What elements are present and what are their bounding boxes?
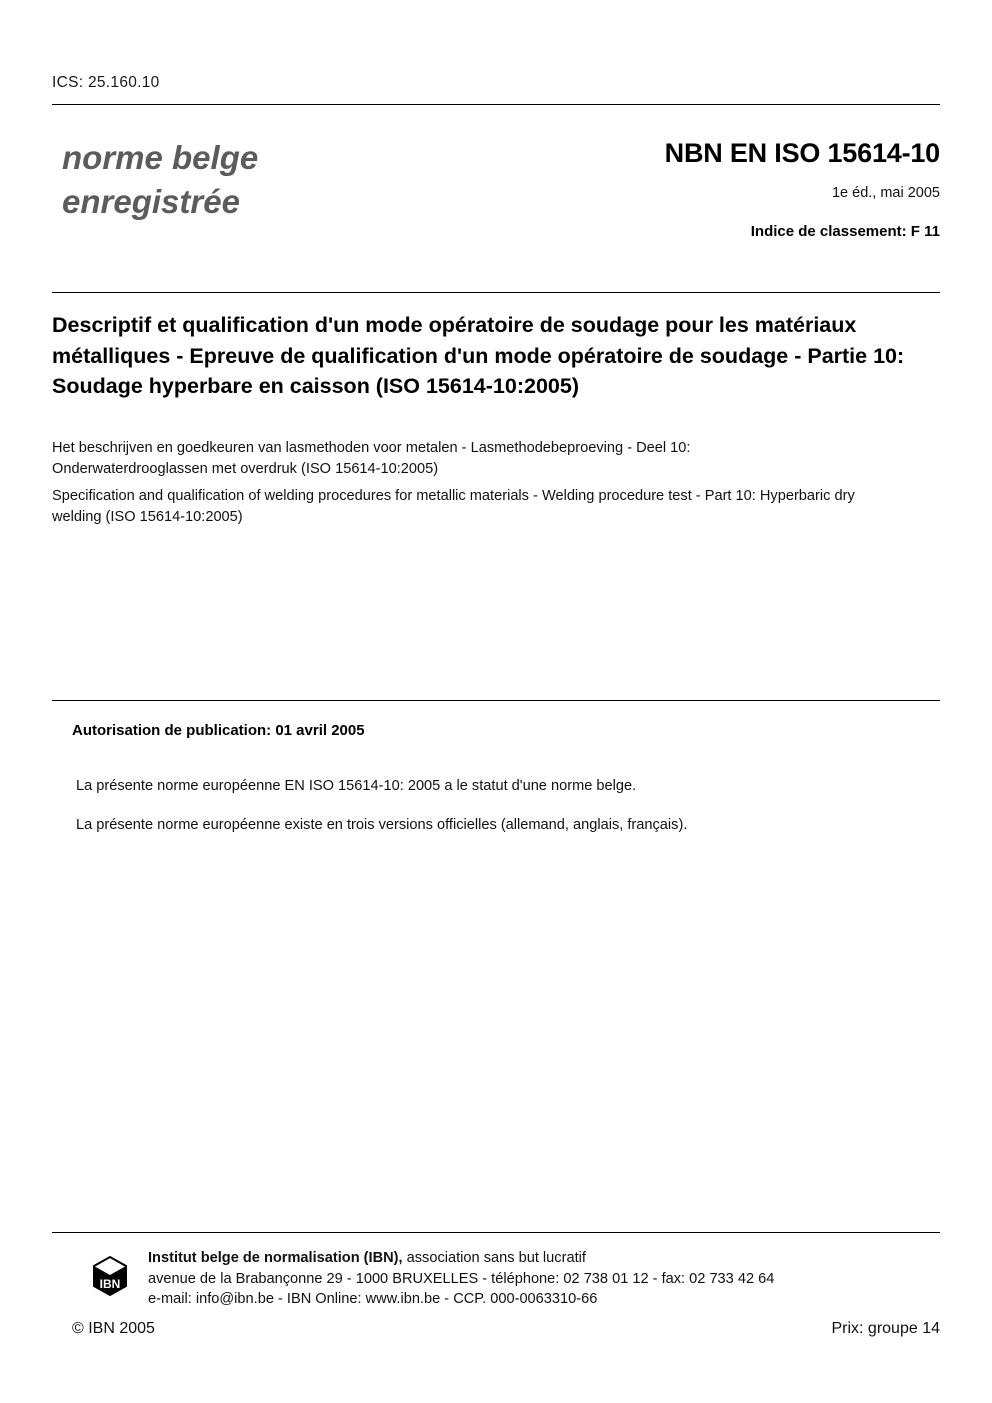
title-english: Specification and qualification of welding procedures for metallic materials - Welding procedure test - Part 10: Hyperbaric dry welding (ISO 15614-10:2005): [52, 488, 855, 526]
footer-text: [148, 1248, 774, 1310]
authorisation-paragraph-1: La présente norme européenne EN ISO 15614-10: 2005 a le statut d'une norme belge.: [76, 778, 637, 794]
title-divider: [52, 292, 940, 293]
title-french: Descriptif et qualification d'un mode opératoire de soudage pour les matériaux métalliques - Epreuve de qualification d'un mode opératoire de soudage - Partie 10: Soudage hyperbare en caisson (ISO 15614-10:2005): [52, 313, 905, 399]
page-content: [52, 0, 940, 1403]
edition-date: 1e éd., mai 2005: [831, 185, 940, 201]
authorisation-title: Autorisation de publication: 01 avril 2005: [72, 722, 365, 739]
footer-organisation-suffix: association sans but lucratif: [402, 1250, 586, 1266]
authorisation-paragraph-2: La présente norme européenne existe en trois versions officielles (allemand, anglais, français).: [76, 817, 688, 833]
svg-text:IBN: IBN: [99, 1277, 121, 1291]
footer-divider: [52, 1232, 940, 1233]
title-dutch: Het beschrijven en goedkeuren van lasmethoden voor metalen - Lasmethodebeproeving - Deel 10: Onderwaterdrooglassen met overdruk (ISO 15614-10:2005): [52, 440, 691, 478]
copyright-notice: © IBN 2005: [72, 1320, 155, 1337]
authorisation-divider: [52, 700, 940, 701]
classification-index: Indice de classement: F 11: [750, 223, 940, 240]
masthead-line-1: norme belge: [62, 139, 259, 176]
footer-address: avenue de la Brabançonne 29 - 1000 BRUXELLES - téléphone: 02 738 01 12 - fax: 02 733 42 64: [148, 1270, 775, 1287]
price-group: Prix: groupe 14: [831, 1320, 940, 1337]
header-divider: [52, 104, 940, 105]
footer-organisation: Institut belge de normalisation (IBN),: [148, 1250, 403, 1266]
standard-number: NBN EN ISO 15614-10: [664, 138, 940, 168]
standard-reference-block: [665, 138, 940, 240]
masthead: [62, 136, 258, 224]
ibn-logo-icon: [86, 1252, 134, 1300]
ics-code: ICS: 25.160.10: [52, 74, 160, 91]
footer: [52, 1248, 940, 1318]
footer-organisation-line: [148, 1248, 774, 1269]
masthead-line-2: enregistrée: [62, 182, 240, 220]
footer-contact: e-mail: info@ibn.be - IBN Online: www.ibn.be - CCP. 000-0063310-66: [148, 1291, 598, 1308]
